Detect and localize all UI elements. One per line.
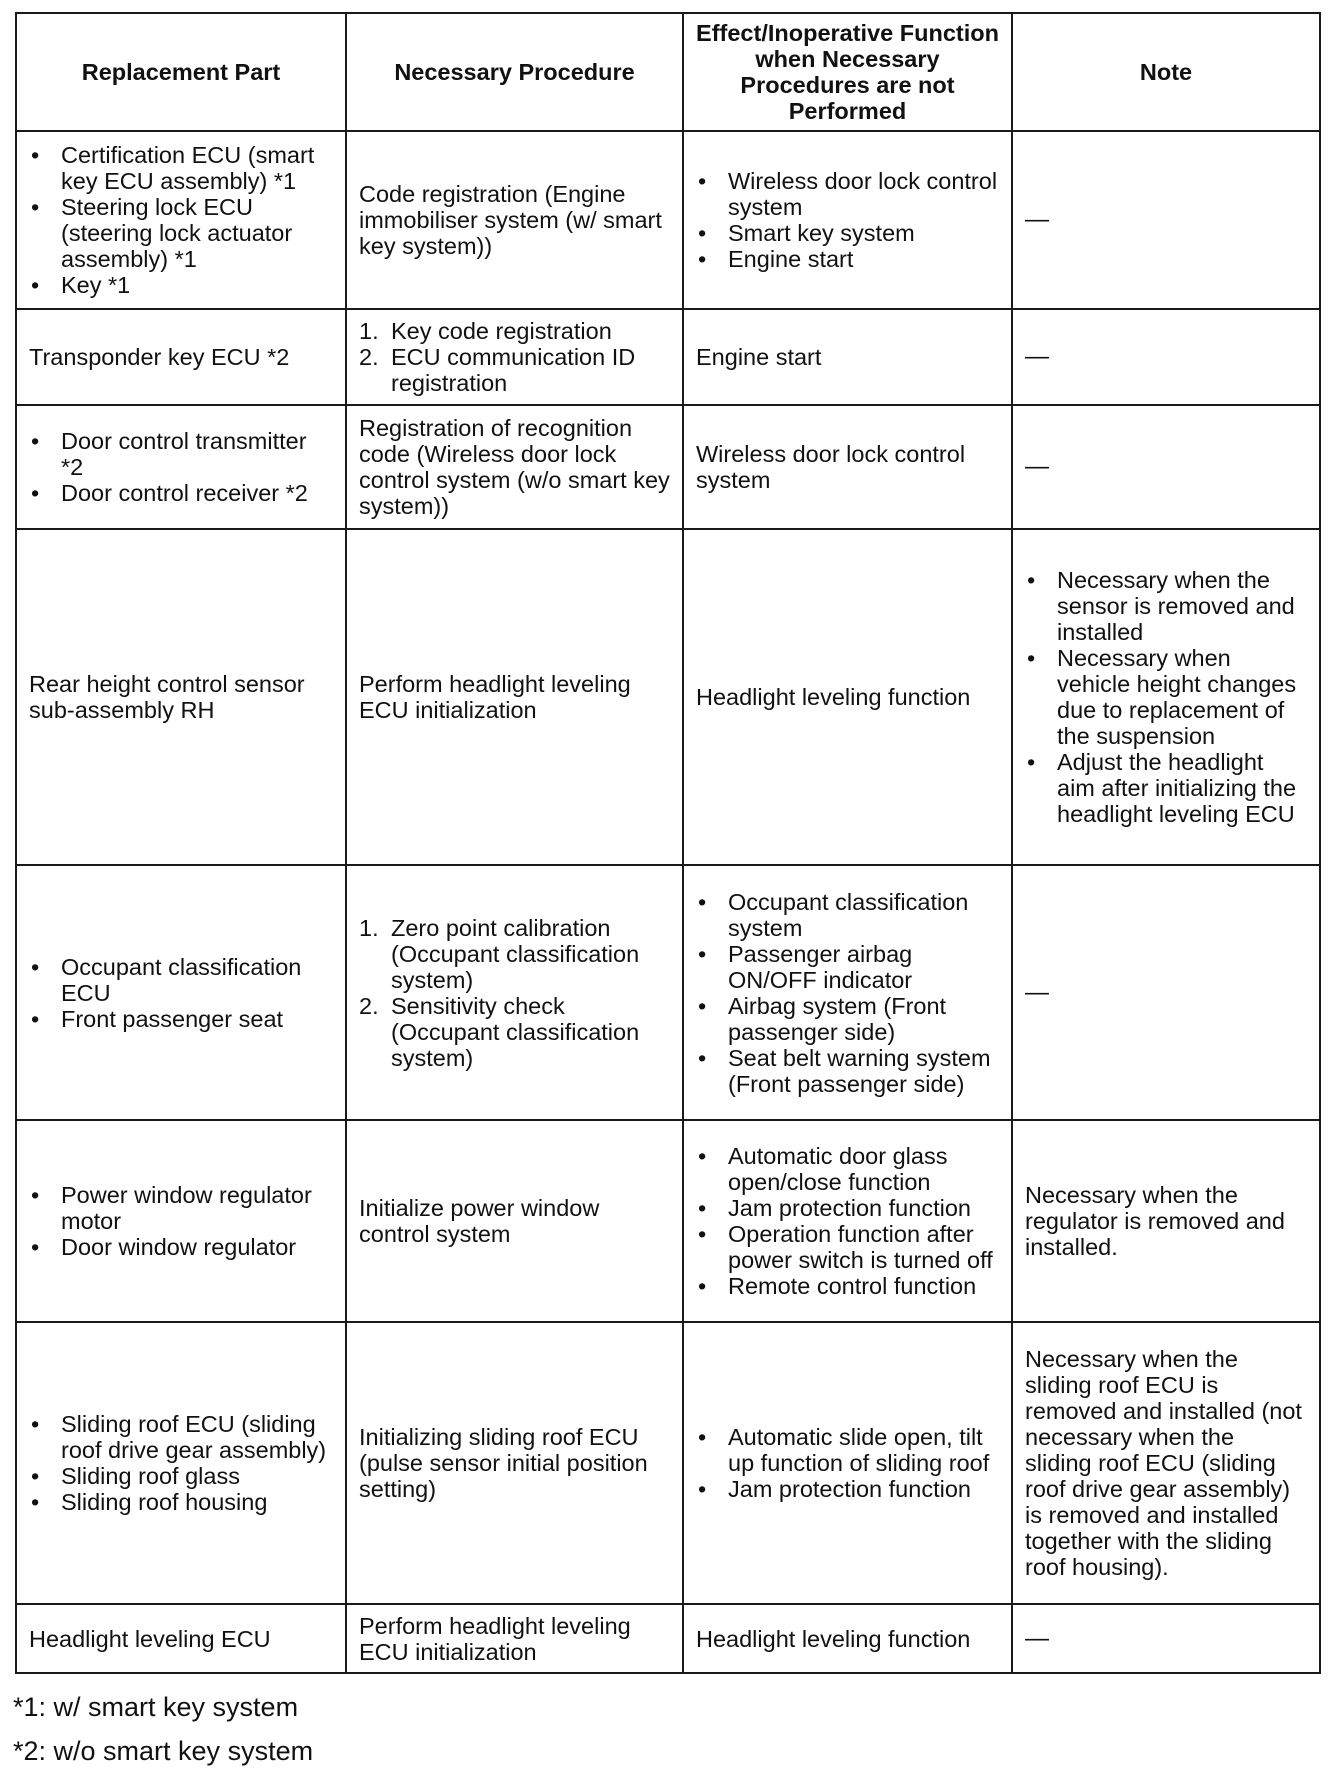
list-item: • Passenger airbag ON/OFF indicator (696, 941, 999, 993)
table-row (16, 1604, 1320, 1673)
cell-note: — (1012, 865, 1320, 1120)
cell-effect: Wireless door lock control system (683, 405, 1012, 529)
list-item: • Airbag system (Front passenger side) (696, 993, 999, 1045)
list-item: • Occupant classification system (696, 889, 999, 941)
cell-replacement-part: Transponder key ECU *2 (16, 309, 346, 405)
cell-replacement-part (16, 1322, 346, 1604)
list-item: • Necessary when the sensor is removed and installed (1025, 567, 1307, 645)
list-item: 2. ECU communication ID registration (359, 344, 636, 396)
cell-note: — (1012, 1604, 1320, 1673)
footnote-2: *2: w/o smart key system (13, 1736, 314, 1766)
cell-replacement-part: Headlight leveling ECU (16, 1604, 346, 1673)
list-item: • Jam protection function (696, 1195, 999, 1221)
list-item: • Adjust the headlight aim after initializing the headlight leveling ECU (1025, 749, 1307, 827)
cell-replacement-part (16, 405, 346, 529)
list-item: • Smart key system (696, 220, 999, 246)
list-item: • Automatic slide open, tilt up function of sliding roof (696, 1424, 999, 1476)
cell-procedure: Registration of recognition code (Wireless door lock control system (w/o smart key system)) (346, 405, 683, 529)
cell-procedure: Initialize power window control system (346, 1120, 683, 1322)
cell-effect: Headlight leveling function (683, 529, 1012, 865)
list-item: • Door control transmitter *2 (29, 428, 333, 480)
cell-replacement-part: Rear height control sensor sub-assembly RH (16, 529, 346, 865)
cell-effect: Headlight leveling function (683, 1604, 1012, 1673)
list-item: • Jam protection function (696, 1476, 999, 1502)
list-item: • Sliding roof glass (29, 1463, 333, 1489)
list-item: • Power window regulator motor (29, 1182, 333, 1234)
list-item: • Wireless door lock control system (696, 168, 999, 220)
list-item: • Sliding roof ECU (sliding roof drive gear assembly) (29, 1411, 333, 1463)
table-row (16, 529, 1320, 865)
list-item: 1. Zero point calibration (Occupant classification system) (359, 914, 640, 993)
list-item: • Operation function after power switch is turned off (696, 1221, 999, 1273)
cell-procedure: Initializing sliding roof ECU (pulse sensor initial position setting) (346, 1322, 683, 1604)
cell-procedure (346, 309, 683, 405)
table-header-row (16, 13, 1320, 131)
list-item: • Front passenger seat (29, 1006, 333, 1032)
list-item: • Door window regulator (29, 1234, 333, 1260)
cell-note: — (1012, 131, 1320, 309)
table-row (16, 309, 1320, 405)
list-item: • Automatic door glass open/close function (696, 1143, 999, 1195)
table-row (16, 865, 1320, 1120)
header-necessary-procedure: Necessary Procedure (346, 13, 683, 131)
list-item: • Remote control function (696, 1273, 999, 1299)
list-item: • Door control receiver *2 (29, 480, 333, 506)
header-effect: Effect/Inoperative Function when Necessary Procedures are not Performed (683, 13, 1012, 131)
list-item: 2. Sensitivity check (Occupant classification system) (359, 992, 640, 1071)
table-row (16, 1120, 1320, 1322)
cell-note: Necessary when the sliding roof ECU is removed and installed (not necessary when the sliding roof ECU (sliding roof drive gear assembly) is removed and installed together with the sliding roof housing). (1012, 1322, 1320, 1604)
list-item: • Key *1 (29, 272, 333, 298)
list-item: • Engine start (696, 246, 999, 272)
cell-replacement-part (16, 131, 346, 309)
cell-effect: Engine start (683, 309, 1012, 405)
replacement-procedure-table (15, 12, 1321, 1674)
cell-note: — (1012, 405, 1320, 529)
header-note: Note (1012, 13, 1320, 131)
cell-effect (683, 1120, 1012, 1322)
header-replacement-part: Replacement Part (16, 13, 346, 131)
list-item: • Occupant classification ECU (29, 954, 333, 1006)
cell-replacement-part (16, 865, 346, 1120)
table-row (16, 131, 1320, 309)
cell-note: Necessary when the regulator is removed and installed. (1012, 1120, 1320, 1322)
cell-effect (683, 865, 1012, 1120)
list-item: • Certification ECU (smart key ECU assembly) *1 (29, 142, 333, 194)
list-item: • Seat belt warning system (Front passenger side) (696, 1045, 999, 1097)
table-row (16, 405, 1320, 529)
cell-note (1012, 529, 1320, 865)
cell-effect (683, 1322, 1012, 1604)
footnote-1: *1: w/ smart key system (13, 1692, 299, 1722)
list-item: • Sliding roof housing (29, 1489, 333, 1515)
cell-procedure (346, 865, 683, 1120)
cell-effect (683, 131, 1012, 309)
cell-procedure: Code registration (Engine immobiliser system (w/ smart key system)) (346, 131, 683, 309)
list-item: • Necessary when vehicle height changes due to replacement of the suspension (1025, 645, 1307, 749)
cell-note: — (1012, 309, 1320, 405)
cell-procedure: Perform headlight leveling ECU initialization (346, 1604, 683, 1673)
list-item: • Steering lock ECU (steering lock actuator assembly) *1 (29, 194, 333, 272)
cell-replacement-part (16, 1120, 346, 1322)
table-row (16, 1322, 1320, 1604)
list-item: 1. Key code registration (359, 318, 612, 344)
cell-procedure: Perform headlight leveling ECU initialization (346, 529, 683, 865)
